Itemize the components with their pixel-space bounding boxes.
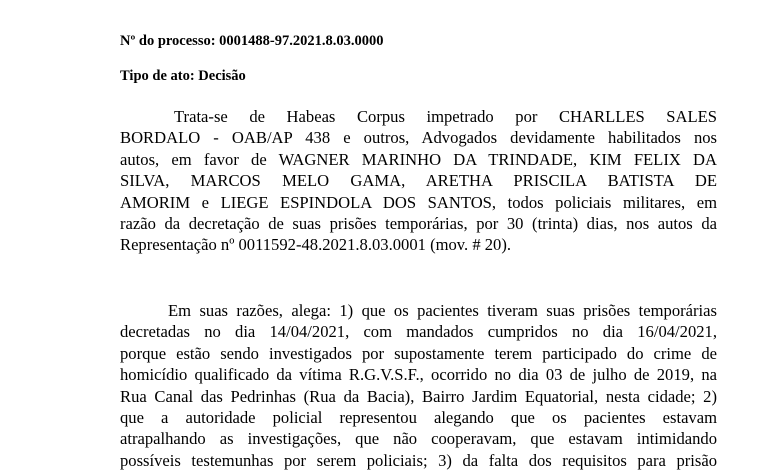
paragraph-line: Em suas razões, alega: 1) que os pacientes tiveram suas prisões temporárias (168, 301, 717, 320)
act-type-label: Tipo de ato: (120, 68, 195, 84)
paragraph-line: porque estão sendo investigados por supostamente terem participado do crime de (120, 343, 717, 363)
paragraph-line: autos, em favor de WAGNER MARINHO DA TRINDADE, KIM FELIX DA (120, 149, 717, 169)
paragraph-petition (120, 106, 717, 256)
process-number-label: Nº do processo: (120, 33, 216, 49)
paragraph-line: SILVA, MARCOS MELO GAMA, ARETHA PRISCILA BATISTA DE (120, 171, 717, 191)
paragraph-line: BORDALO - OAB/AP 438 e outros, Advogados devidamente habilitados nos (120, 128, 717, 148)
paragraph-line: Rua Canal das Pedrinhas (Rua da Bacia), Bairro Jardim Equatorial, nesta cidade; 2) (120, 386, 717, 406)
paragraph-line: homicídio qualificado da vítima R.G.V.S.F., ocorrido no dia 03 de julho de 2019, na (120, 365, 717, 385)
paragraph-line: Trata-se de Habeas Corpus impetrado por CHARLLES SALES (174, 107, 717, 126)
process-number-line (120, 33, 384, 50)
process-number-value: 0001488-97.2021.8.03.0000 (219, 33, 384, 49)
paragraph-line: AMORIM e LIEGE ESPINDOLA DOS SANTOS, todos policiais militares, em (120, 192, 717, 212)
act-type-value: Decisão (198, 68, 246, 84)
paragraph-line: Representação nº 0011592-48.2021.8.03.0001 (mov. # 20). (120, 235, 512, 255)
paragraph-line: atrapalhando as investigações, que não cooperavam, que estavam intimidando (120, 429, 717, 449)
paragraph-arguments (120, 300, 717, 470)
paragraph-line: possíveis testemunhas por serem policiais; 3) da falta dos requisitos para prisão (120, 450, 717, 470)
act-type-line (120, 68, 246, 85)
paragraph-line: que a autoridade policial representou alegando que os pacientes estavam (120, 408, 717, 428)
paragraph-line: decretadas no dia 14/04/2021, com mandados cumpridos no dia 16/04/2021, (120, 322, 717, 342)
paragraph-line: razão da decretação de suas prisões temporárias, por 30 (trinta) dias, nos autos da (120, 214, 717, 234)
